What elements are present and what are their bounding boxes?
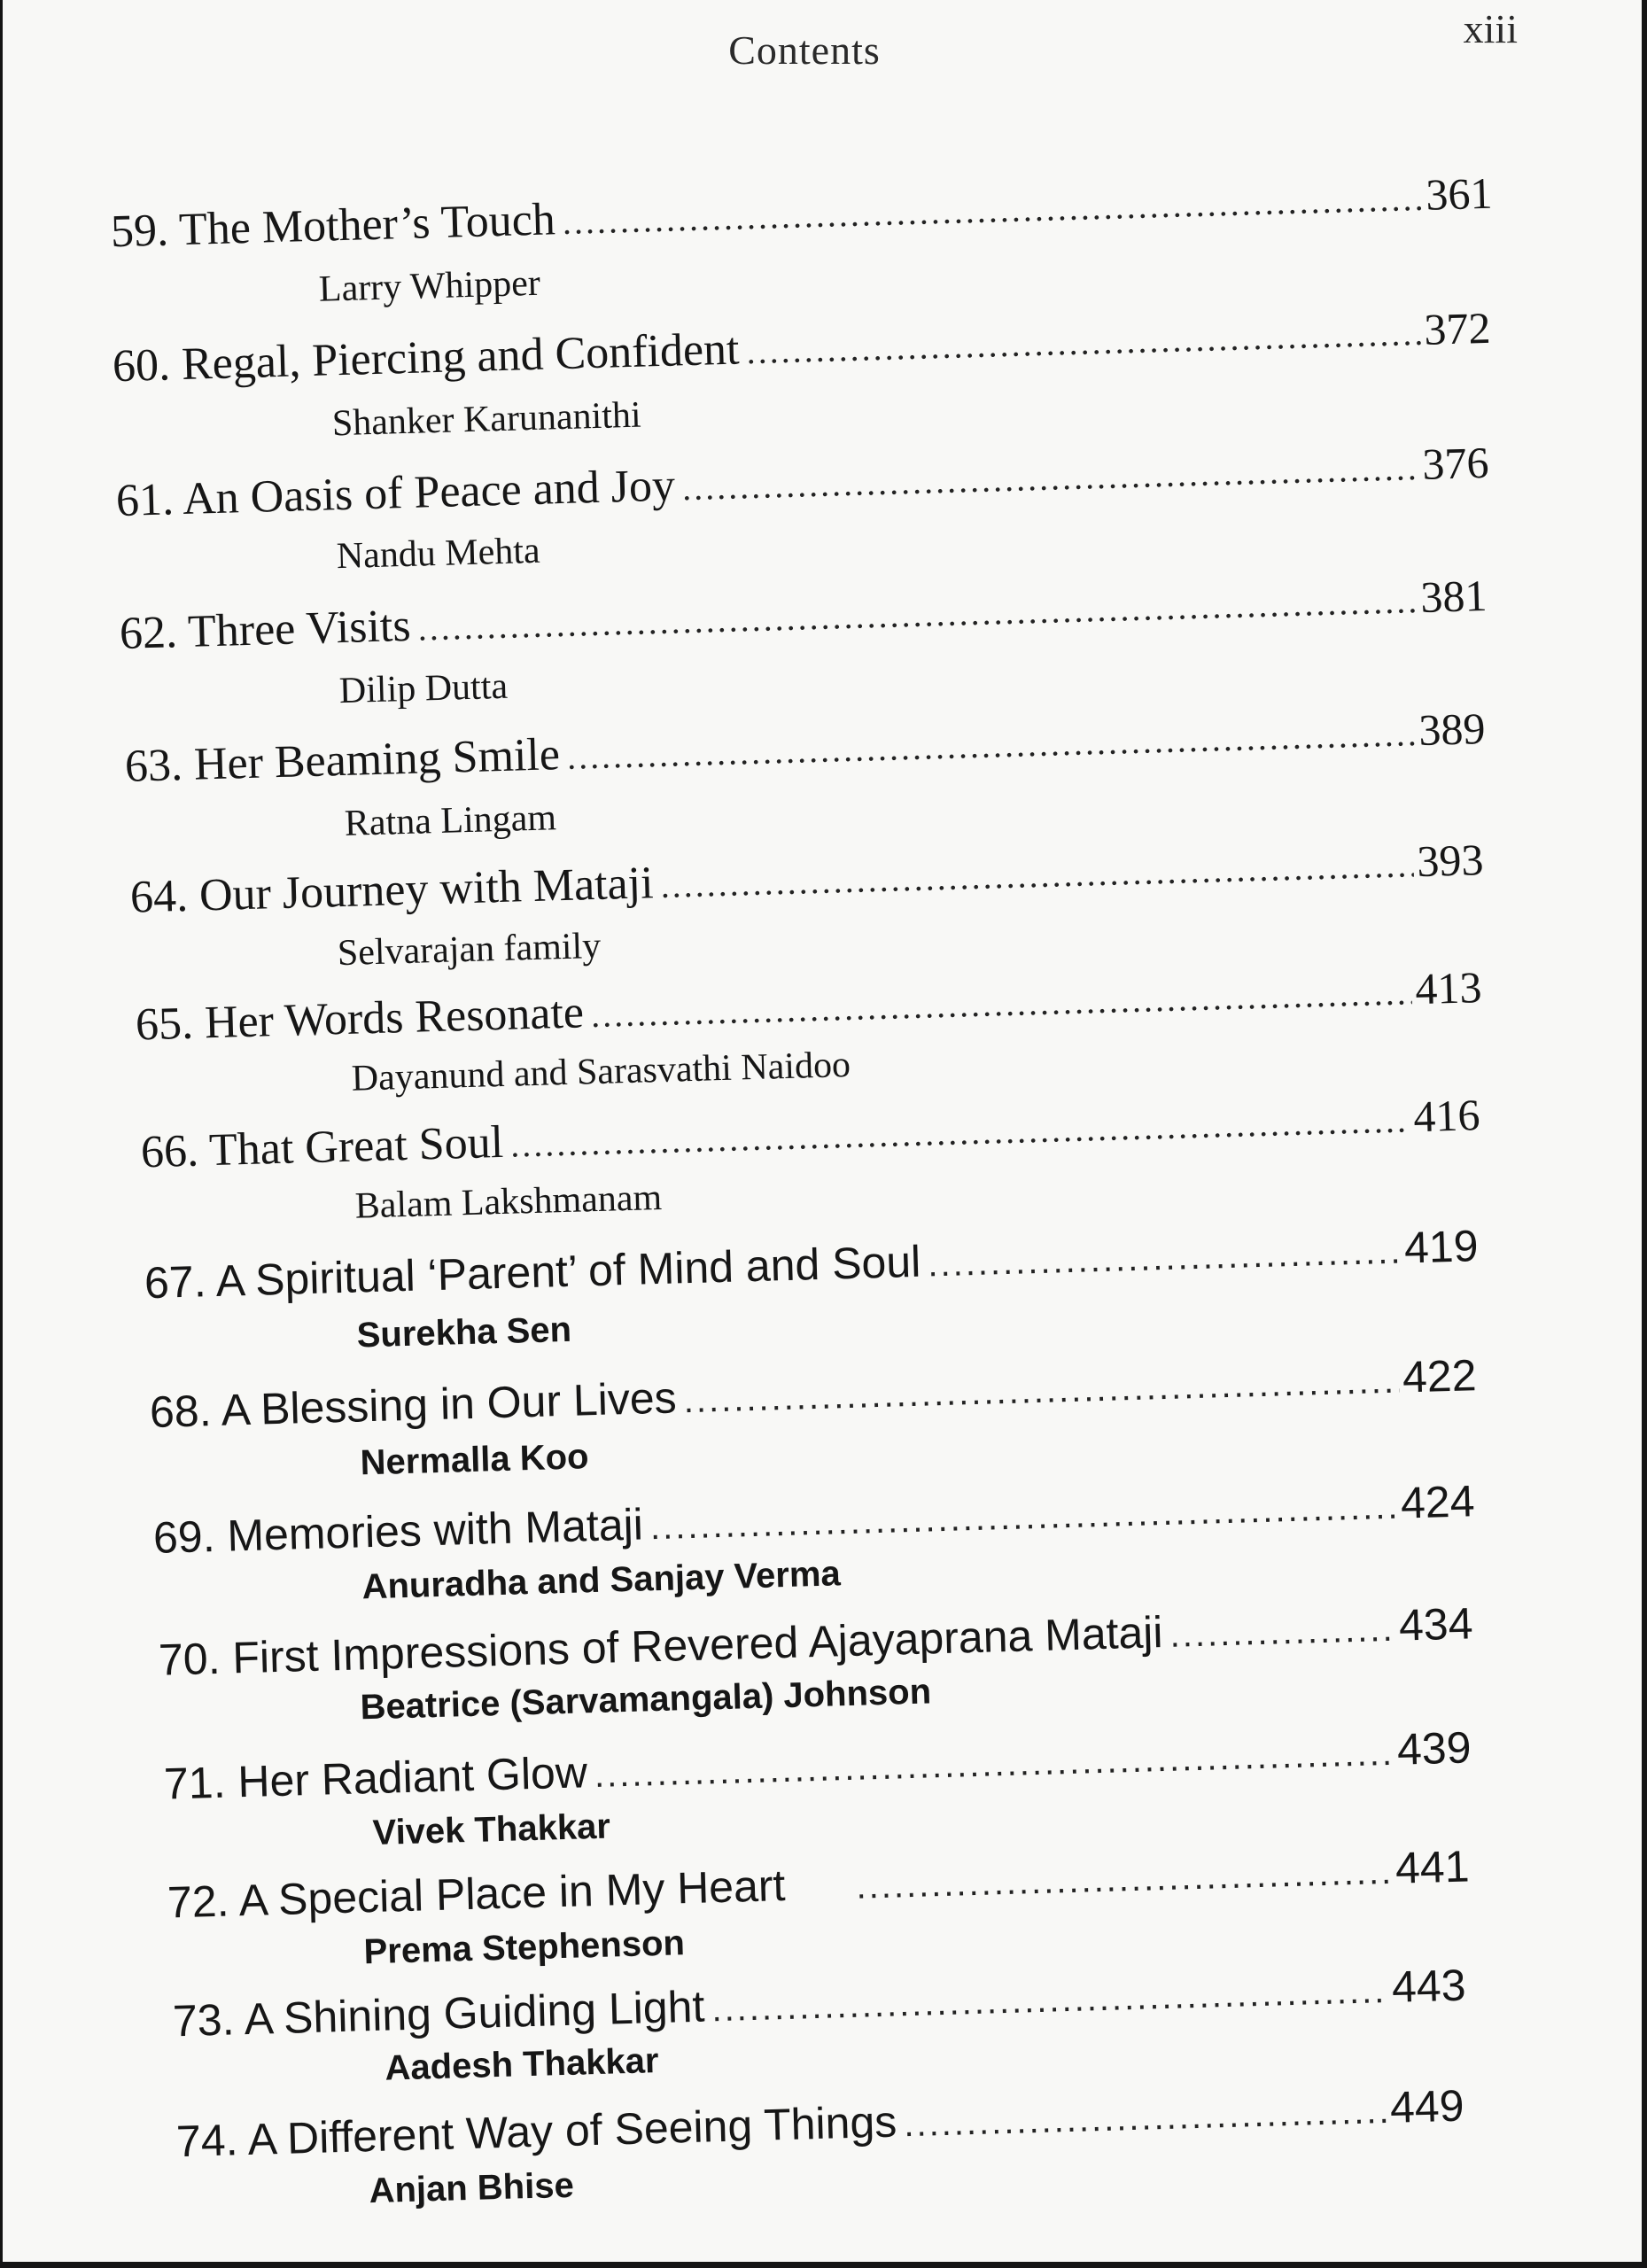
entry-title: Three Visits bbox=[187, 600, 412, 657]
dot-leader bbox=[746, 307, 1422, 378]
entry-number: 73. bbox=[172, 1994, 236, 2047]
entry-number: 62. bbox=[119, 607, 178, 659]
entry-page: 393 bbox=[1416, 835, 1485, 887]
entry-title: A Shining Guiding Light bbox=[243, 1981, 706, 2045]
entry-title: Her Radiant Glow bbox=[237, 1747, 588, 1807]
entry-title: Her Words Resonate bbox=[204, 987, 585, 1049]
entry-page: 424 bbox=[1400, 1476, 1476, 1528]
entry-title: A Blessing in Our Lives bbox=[220, 1372, 678, 1435]
entry-page: 422 bbox=[1402, 1350, 1478, 1402]
entry-author: Ratna Lingam bbox=[344, 797, 557, 844]
running-head: Contents bbox=[728, 27, 881, 73]
entry-author: Surekha Sen bbox=[356, 1309, 572, 1355]
entry-number: 71. bbox=[163, 1757, 227, 1809]
entry-author: Prema Stephenson bbox=[363, 1923, 686, 1972]
table-of-contents bbox=[3, 0, 1642, 2262]
dot-leader bbox=[660, 838, 1415, 913]
entry-page: 389 bbox=[1418, 703, 1487, 756]
dot-leader bbox=[927, 1225, 1402, 1292]
dot-leader bbox=[649, 1480, 1398, 1555]
entry-author: Selvarajan family bbox=[337, 925, 602, 975]
entry-number: 69. bbox=[152, 1511, 216, 1563]
entry-page: 381 bbox=[1419, 570, 1488, 622]
entry-author: Nandu Mehta bbox=[336, 530, 541, 578]
dot-leader bbox=[856, 1845, 1393, 1914]
entry-number: 64. bbox=[129, 870, 189, 923]
entry-author: Aadesh Thakkar bbox=[384, 2041, 660, 2088]
entry-page: 449 bbox=[1389, 2080, 1465, 2132]
dot-leader bbox=[594, 1727, 1395, 1802]
dot-leader bbox=[1169, 1603, 1396, 1662]
entry-title: An Oasis of Peace and Joy bbox=[182, 460, 676, 524]
entry-page: 419 bbox=[1403, 1221, 1480, 1273]
entry-number: 74. bbox=[175, 2115, 239, 2167]
entry-author: Dilip Dutta bbox=[338, 665, 509, 712]
entry-title: That Great Soul bbox=[208, 1116, 504, 1177]
entry-title: A Special Place in My Heart bbox=[237, 1860, 787, 1926]
entry-title: Her Beaming Smile bbox=[193, 729, 561, 790]
entry-page: 413 bbox=[1414, 962, 1483, 1014]
entry-author: Beatrice (Sarvamangala) Johnson bbox=[359, 1672, 932, 1728]
entry-page: 376 bbox=[1421, 437, 1490, 489]
entry-author: Anuradha and Sanjay Verma bbox=[361, 1554, 842, 1607]
entry-author: Anjan Bhise bbox=[369, 2165, 575, 2211]
entry-number: 61. bbox=[115, 474, 175, 527]
entry-number: 68. bbox=[149, 1386, 213, 1438]
entry-number: 63. bbox=[124, 740, 183, 792]
entry-number: 67. bbox=[144, 1256, 207, 1309]
entry-page: 416 bbox=[1412, 1090, 1481, 1142]
entry-number: 70. bbox=[158, 1633, 221, 1685]
entry-number: 60. bbox=[112, 339, 171, 392]
entry-author: Nermalla Koo bbox=[360, 1437, 590, 1483]
entry-page: 361 bbox=[1425, 167, 1494, 220]
entry-title: Regal, Piercing and Confident bbox=[181, 323, 741, 391]
entry-page: 372 bbox=[1423, 302, 1492, 354]
entry-number: 72. bbox=[167, 1876, 230, 1928]
entry-author: Shanker Karunanithi bbox=[331, 394, 642, 445]
entry-number: 66. bbox=[140, 1125, 199, 1178]
entry-title: Memories with Mataji bbox=[226, 1499, 644, 1561]
entry-number: 59. bbox=[110, 205, 169, 258]
dot-leader bbox=[903, 2085, 1387, 2151]
dot-leader bbox=[566, 707, 1416, 784]
book-page bbox=[3, 0, 1642, 2262]
dot-leader bbox=[711, 1964, 1389, 2036]
dot-leader bbox=[562, 172, 1423, 249]
page-number: xiii bbox=[1463, 6, 1518, 51]
entry-author: Dayanund and Sarasvathi Naidoo bbox=[351, 1044, 851, 1099]
entry-page: 441 bbox=[1395, 1841, 1471, 1893]
entry-author: Vivek Thakkar bbox=[372, 1806, 611, 1853]
dot-leader bbox=[509, 1093, 1410, 1171]
entry-page: 434 bbox=[1398, 1598, 1474, 1651]
dot-leader bbox=[417, 574, 1418, 655]
entry-title: A Different Way of Seeing Things bbox=[246, 2096, 897, 2164]
entry-page: 443 bbox=[1391, 1960, 1467, 2012]
dot-leader bbox=[590, 966, 1412, 1042]
entry-title: The Mother’s Touch bbox=[178, 194, 556, 256]
entry-page: 439 bbox=[1396, 1722, 1472, 1775]
entry-author: Larry Whipper bbox=[318, 262, 541, 310]
entry-number: 65. bbox=[135, 998, 194, 1051]
entry-title: A Spiritual ‘Parent’ of Mind and Soul bbox=[214, 1236, 921, 1306]
dot-leader bbox=[681, 441, 1419, 515]
entry-title: First Impressions of Revered Ajayaprana Mataji bbox=[231, 1607, 1164, 1683]
entry-title: Our Journey with Mataji bbox=[198, 858, 655, 921]
entry-author: Balam Lakshmanam bbox=[354, 1177, 663, 1227]
dot-leader bbox=[683, 1355, 1400, 1428]
